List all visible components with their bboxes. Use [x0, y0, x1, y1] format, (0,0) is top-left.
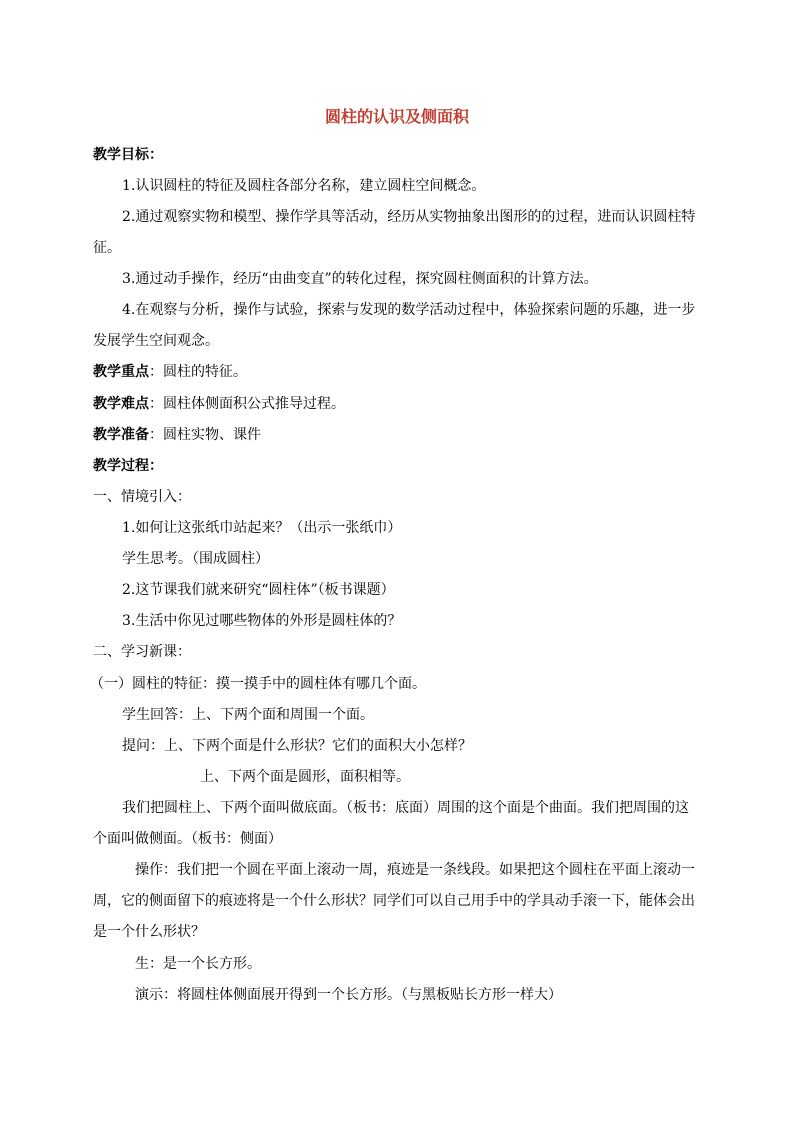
goal-item: 1.认识圆柱的特征及圆柱各部分名称，建立圆柱空间概念。 [122, 178, 486, 194]
question: 提问：上、下两个面是什么形状？它们的面积大小怎样？ [122, 738, 472, 754]
section1-line: 1.如何让这张纸巾站起来？（出示一张纸巾） [122, 520, 402, 536]
process-heading: 教学过程： [93, 458, 163, 474]
paragraph-line: 我们把圆柱上、下两个面叫做底面。（板书：底面）周围的这个面是个曲面。我们把周围的这 [122, 800, 689, 816]
operation-line: 是一个什么形状？ [93, 924, 205, 940]
preparation-text: ：圆柱实物、课件 [149, 427, 261, 443]
section2-heading: 二、学习新课： [93, 644, 191, 660]
key-point-label: 教学重点 [93, 364, 149, 380]
student-answer: 学生回答：上、下两个面和周围一个面。 [122, 707, 374, 723]
goal-item: 4.在观察与分析，操作与试验，探索与发现的数学活动过程中，体验探索问题的乐趣，进一步 [122, 302, 696, 318]
goals-heading: 教学目标： [93, 147, 163, 163]
answer-two: 上、下两个面是圆形，面积相等。 [200, 769, 410, 785]
demo-line: 演示：将圆柱体侧面展开得到一个长方形。（与黑板贴长方形一样大） [135, 987, 562, 1003]
document-title: 圆柱的认识及侧面积 [324, 107, 469, 126]
difficulty [93, 394, 345, 414]
goal-item: 3.通过动手操作，经历“由曲变直”的转化过程，探究圆柱侧面积的计算方法。 [122, 271, 598, 287]
preparation-label: 教学准备 [93, 427, 149, 443]
operation-line: 操作：我们把一个圆在平面上滚动一周，痕迹是一条线段。如果把这个圆柱在平面上滚动一 [135, 862, 695, 878]
section1-heading: 一、情境引入： [93, 489, 191, 505]
difficulty-text: ：圆柱体侧面积公式推导过程。 [149, 396, 345, 412]
section2-sub1: （一）圆柱的特征：摸一摸手中的圆柱体有哪几个面。 [90, 676, 426, 692]
paragraph-line: 个面叫做侧面。（板书：侧面） [93, 831, 282, 847]
section1-line: 学生思考。（围成圆柱） [122, 551, 269, 567]
key-point [93, 362, 247, 382]
goal-item: 2.通过观察实物和模型、操作学具等活动，经历从实物抽象出图形的的过程，进而认识圆柱特 [122, 209, 696, 225]
key-point-text: ：圆柱的特征。 [149, 364, 247, 380]
goal-item: 征。 [93, 240, 121, 256]
section1-line: 3.生活中你见过哪些物体的外形是圆柱体的？ [122, 613, 402, 629]
student-reply: 生：是一个长方形。 [135, 956, 261, 972]
section1-line: 2.这节课我们就来研究“圆柱体”（板书课题） [122, 582, 395, 598]
operation-line: 周，它的侧面留下的痕迹将是一个什么形状？同学们可以自己用手中的学具动手滚一下，能体会出 [93, 893, 695, 909]
difficulty-label: 教学难点 [93, 396, 149, 412]
preparation [93, 425, 261, 445]
goal-item: 发展学生空间观念。 [93, 333, 219, 349]
